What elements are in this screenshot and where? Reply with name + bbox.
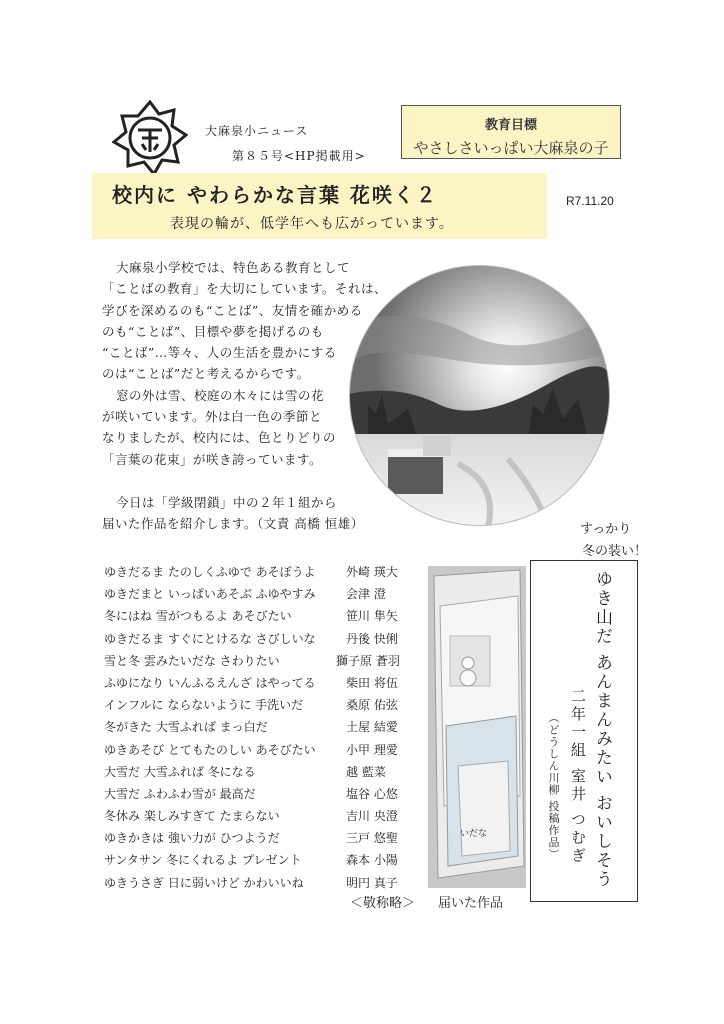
poem-text: ゆきだるま たのしくふゆで あそぼうよ <box>104 565 316 579</box>
goal-title: 教育目標 <box>484 118 537 133</box>
senryu-list <box>104 563 414 896</box>
list-item <box>104 785 414 807</box>
body-line: 窓の外は雪、校庭の木々には雪の花 <box>116 387 325 403</box>
list-item <box>104 652 414 674</box>
poem-text: 冬にはね 雪がつもるよ あそびたい <box>104 609 292 624</box>
poem-text: ゆきかきは 強い力が ひつようだ <box>104 831 280 846</box>
poem-text: 冬休み 楽しみすぎて たまらない <box>104 809 280 824</box>
poem-author: 桑原 佑弦 <box>346 698 398 713</box>
list-item <box>104 674 414 696</box>
poem-text: インフルに ならないように 手洗いだ <box>104 698 304 713</box>
poem-text: 大雪だ 大雪ふれば 冬になる <box>104 764 256 779</box>
poem-author: 獅子原 蒼羽 <box>336 653 400 668</box>
poem-author: 小甲 理愛 <box>346 742 398 757</box>
honorific-note: ＜敬称略＞ <box>350 896 416 911</box>
body-line: “ことば”…等々、人の生活を豊かにする <box>102 345 337 361</box>
poem-text: 大雪だ ふわふわ雪が 最高だ <box>104 786 256 801</box>
education-goal-box <box>401 105 621 159</box>
list-item <box>104 607 414 629</box>
works-caption: 届いた作品 <box>438 896 504 911</box>
list-item <box>104 741 414 763</box>
body-line: が咲いています。外は白一色の季節と <box>102 409 323 425</box>
goal-text: やさしさいっぱい大麻泉の子 <box>413 139 609 157</box>
school-emblem-icon <box>112 100 188 176</box>
snowy-schoolyard-photo <box>348 264 611 527</box>
list-item <box>104 563 414 585</box>
poem-author: 塩谷 心悠 <box>346 786 398 801</box>
card-text: いだな <box>460 829 488 839</box>
body-line: 学びを深めるのも“ことば”、友情を確かめる <box>102 302 363 318</box>
poem-author: 丹後 快俐 <box>346 631 398 646</box>
featured-poem-author: 二年一組 室井 つむぎ <box>569 688 587 866</box>
poem-author: 外崎 瑛大 <box>346 565 398 579</box>
list-item <box>104 585 414 607</box>
headline-subtitle: 表現の輪が、低学年へも広がっています。 <box>170 216 454 232</box>
body-line: なりましたが、校内には、色とりどりの <box>102 430 337 446</box>
body-line: 大麻泉小学校では、特色ある教育として <box>116 260 351 275</box>
poem-text: ゆきあそび とてもたのしい あそびたい <box>104 742 316 757</box>
poem-text: サンタサン 冬にくれるよ プレゼント <box>104 853 302 868</box>
body-line: 今日は「学級閉鎖」中の２年１組から <box>116 495 338 510</box>
list-item <box>104 851 414 873</box>
date-label: R7.11.20 <box>566 194 614 208</box>
poem-text: 冬がきた 大雪ふれば まっ白だ <box>104 720 268 735</box>
poem-author: 越 藍菜 <box>346 764 386 779</box>
body-line: のも“ことば”、目標や夢を掲げるのも <box>102 323 324 339</box>
body-line: 届いた作品を紹介します。（文責 高橋 恒雄） <box>102 516 364 532</box>
list-item <box>104 763 414 785</box>
poem-author: 柴田 将伍 <box>346 675 398 690</box>
poem-author: 吉川 央澄 <box>346 809 398 824</box>
photo-caption-line2: 冬の装い！ <box>582 544 648 559</box>
poem-author: 会津 澄 <box>346 587 386 602</box>
list-item <box>104 630 414 652</box>
headline-title: 校内に やわらかな言葉 花咲く２ <box>112 183 438 207</box>
list-item <box>104 696 414 718</box>
poem-text: ゆきうさぎ 日に弱いけど かわいいね <box>104 875 304 890</box>
poem-text: ゆきだまと いっぱいあそぶ ふゆやすみ <box>104 587 316 602</box>
photo-caption-line1: すっかり <box>580 522 632 537</box>
list-item <box>104 829 414 851</box>
poem-text: ふゆになり いんふるえんざ はやってる <box>104 675 316 690</box>
poem-author: 明円 真子 <box>346 875 398 890</box>
issue-number: 第８５号<HP掲載用> <box>232 149 366 163</box>
featured-poem-note: （どうしん川柳 投稿作品） <box>547 712 560 861</box>
body-line: 「言葉の花束」が咲き誇っています。 <box>102 451 323 467</box>
poem-author: 森本 小陽 <box>346 853 398 868</box>
school-news-label: 大麻泉小ニュース <box>205 124 309 138</box>
list-item <box>104 718 414 740</box>
featured-poem-text: ゆき山だ あんまんみたい おいしそう <box>592 570 612 889</box>
list-item <box>104 807 414 829</box>
poem-author: 土屋 結愛 <box>346 720 398 735</box>
poem-author: 三戸 悠聖 <box>346 831 398 846</box>
poem-text: 雪と冬 雲みたいだな さわりたい <box>104 653 280 668</box>
body-line: 「ことばの教育」を大切にしています。それは、 <box>102 281 388 297</box>
student-works-photo <box>428 566 526 888</box>
poem-author: 笹川 隼矢 <box>346 609 398 624</box>
body-line: のは“ことば”だと考えるからです。 <box>102 366 310 382</box>
poem-text: ゆきだるま すぐにとけるな さびしいな <box>104 631 316 646</box>
